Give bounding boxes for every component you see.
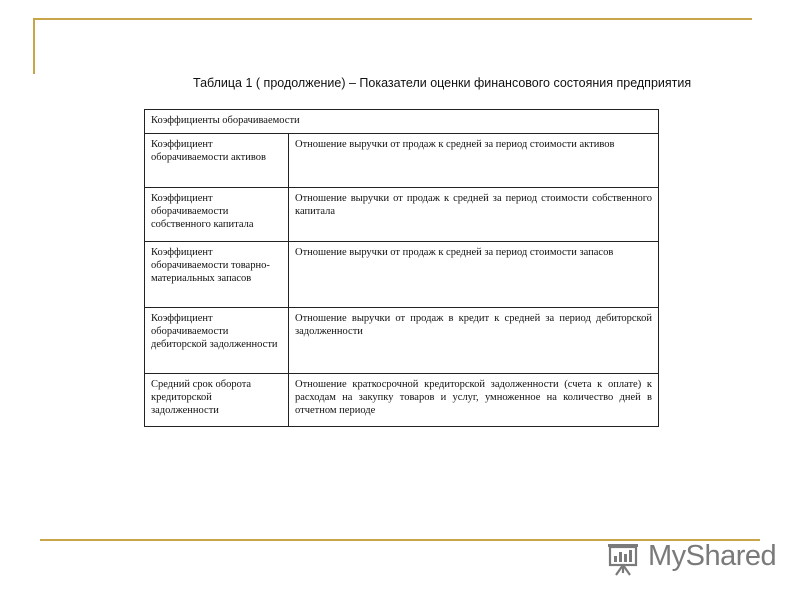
ratio-name: Коэффициент оборачиваемости товарно-материальных запасов xyxy=(145,242,289,308)
ratio-definition: Отношение выручки от продаж к средней за период стоимости активов xyxy=(289,134,659,188)
decorative-left-line xyxy=(33,18,35,74)
section-header: Коэффициенты оборачиваемости xyxy=(145,110,659,134)
decorative-top-line xyxy=(33,18,752,20)
table-row xyxy=(145,374,659,427)
presentation-board-icon xyxy=(606,542,644,576)
table-row xyxy=(145,134,659,188)
table-row xyxy=(145,188,659,242)
table-section-header-row xyxy=(145,110,659,134)
ratio-name: Коэффициент оборачиваемости дебиторской задолженности xyxy=(145,308,289,374)
ratio-definition: Отношение выручки от продаж к средней за период стоимости собственного капитала xyxy=(289,188,659,242)
turnover-ratios-table xyxy=(144,109,659,427)
table-row xyxy=(145,242,659,308)
table-row xyxy=(145,308,659,374)
table-caption: Таблица 1 ( продолжение) – Показатели оценки финансового состояния предприятия xyxy=(193,76,692,90)
ratio-name: Коэффициент оборачиваемости собственного капитала xyxy=(145,188,289,242)
ratio-name: Коэффициент оборачиваемости активов xyxy=(145,134,289,188)
ratio-definition: Отношение краткосрочной кредиторской задолженности (счета к оплате) к расходам на закупку товаров и услуг, умноженное на количество дней в отчетном периоде xyxy=(289,374,659,427)
ratio-name: Средний срок оборота кредиторской задолженности xyxy=(145,374,289,427)
ratio-definition: Отношение выручки от продаж в кредит к средней за период дебиторской задолженности xyxy=(289,308,659,374)
myshared-logo[interactable] xyxy=(606,540,777,576)
ratio-definition: Отношение выручки от продаж к средней за период стоимости запасов xyxy=(289,242,659,308)
logo-text: MyShared xyxy=(648,540,777,572)
